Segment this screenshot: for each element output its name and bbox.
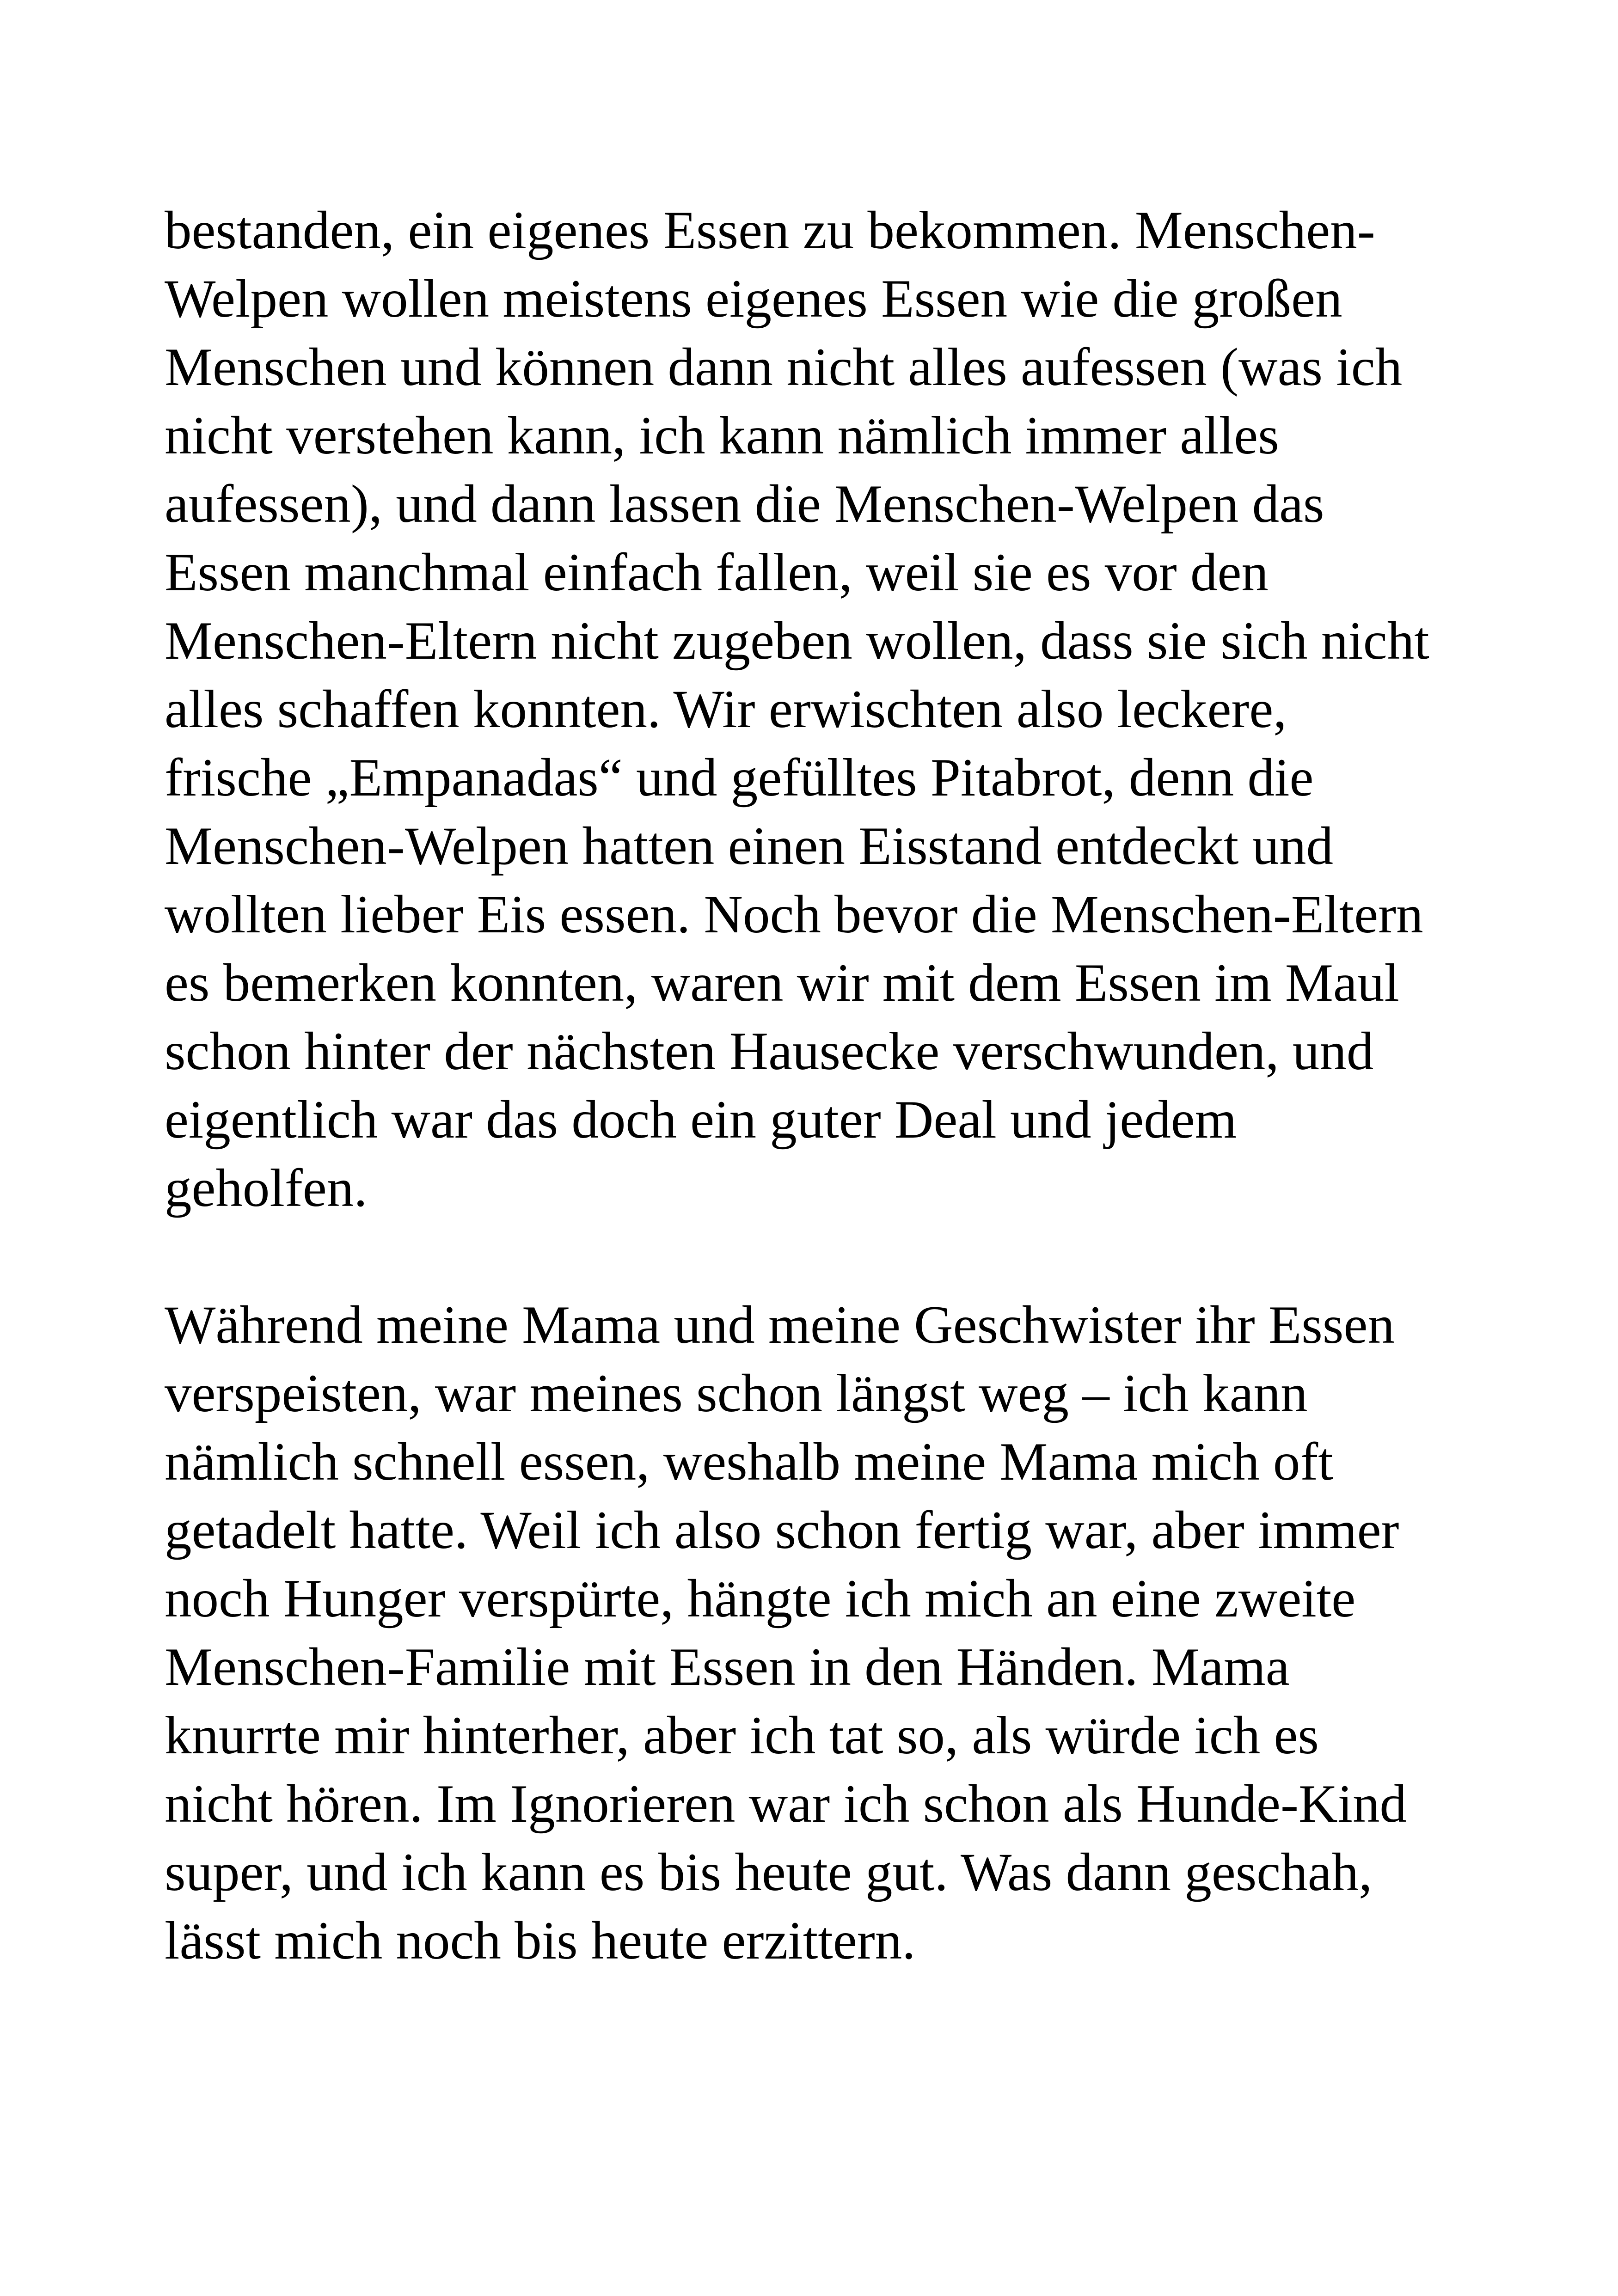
text-line: Menschen-Familie mit Essen in den Händen. Mama	[165, 1637, 1290, 1697]
text-line: super, und ich kann es bis heute gut. Was dann geschah,	[165, 1843, 1373, 1902]
text-line: getadelt hatte. Weil ich also schon fertig war, aber immer	[165, 1500, 1399, 1560]
text-line: alles schaffen konnten. Wir erwischten also leckere,	[165, 680, 1287, 739]
text-line: frische „Empanadas“ und gefülltes Pitabrot, denn die	[165, 748, 1314, 808]
text-line: lässt mich noch bis heute erzittern.	[165, 1911, 916, 1971]
text-line: Während meine Mama und meine Geschwister ihr Essen	[165, 1295, 1395, 1355]
paragraph-spacer	[165, 1223, 1528, 1291]
paragraph-2	[165, 1291, 1528, 1975]
text-line: aufessen), und dann lassen die Menschen-Welpen das	[165, 474, 1324, 534]
text-line: schon hinter der nächsten Hausecke verschwunden, und	[165, 1022, 1374, 1081]
text-line: Menschen und können dann nicht alles aufessen (was ich	[165, 337, 1403, 397]
text-line: noch Hunger verspürte, hängte ich mich an eine zweite	[165, 1569, 1356, 1629]
text-line: nicht verstehen kann, ich kann nämlich immer alles	[165, 406, 1279, 465]
text-line: knurrte mir hinterher, aber ich tat so, als würde ich es	[165, 1706, 1319, 1765]
text-line: bestanden, ein eigenes Essen zu bekommen. Menschen-	[165, 201, 1375, 260]
paragraph-1	[165, 196, 1528, 1223]
text-line: eigentlich war das doch ein guter Deal und jedem	[165, 1090, 1237, 1150]
text-line: nicht hören. Im Ignorieren war ich schon als Hunde-Kind	[165, 1774, 1407, 1834]
text-line: es bemerken konnten, waren wir mit dem Essen im Maul	[165, 953, 1399, 1013]
body-text	[165, 196, 1528, 1975]
text-line: nämlich schnell essen, weshalb meine Mama mich oft	[165, 1432, 1333, 1492]
text-line: Essen manchmal einfach fallen, weil sie es vor den	[165, 543, 1269, 602]
text-line: Welpen wollen meistens eigenes Essen wie die großen	[165, 269, 1342, 329]
text-line: verspeisten, war meines schon längst weg – ich kann	[165, 1364, 1308, 1423]
text-line: Menschen-Welpen hatten einen Eisstand entdeckt und	[165, 816, 1334, 876]
text-line: Menschen-Eltern nicht zugeben wollen, dass sie sich nicht	[165, 611, 1429, 671]
text-line: geholfen.	[165, 1158, 368, 1218]
text-line: wollten lieber Eis essen. Noch bevor die Menschen-Eltern	[165, 885, 1423, 944]
